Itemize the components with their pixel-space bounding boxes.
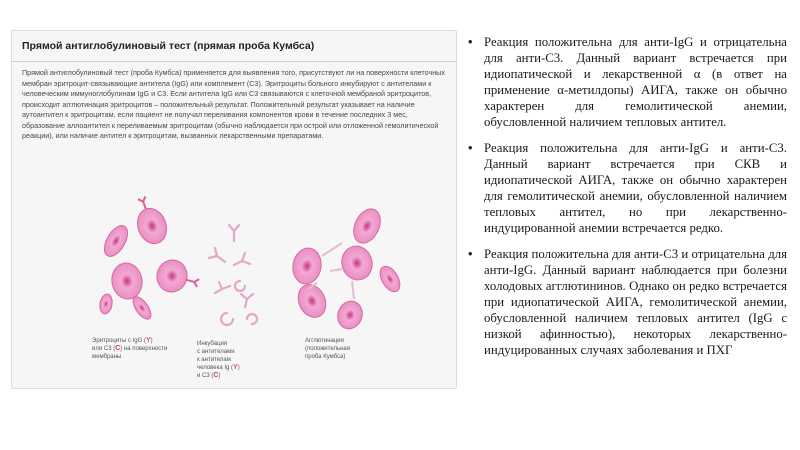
complement-c-icon: C <box>115 345 121 352</box>
complement-c-icon: C <box>213 372 219 379</box>
reaction-bullet-list <box>465 34 787 368</box>
panel-agglutination <box>290 205 404 333</box>
bullet-item: • Реакция положительна для анти-IgG и отрицательна для анти-С3. Данный вариант встречается при идиопатической и лекарственной α (в ответ на применение α-метилдопы) АИГА, также он обычно характерен для гемолитической анемии, обусловленной наличием тепловых антител. <box>465 34 787 130</box>
bullet-item: • Реакция положительна для анти-С3 и отрицательна для анти-IgG. Данный вариант наблюдается при болезни холодовых агглютининов. Однако он редко встречается при идиопатической АИГА, гемолитической анемии, обусловленной наличием тепловых антител (IgG с низкой афинностью), некоторых лекарственно-индуцированных случаях заболевания и ПХГ <box>465 246 787 358</box>
antibody-y-icon: Y <box>145 337 151 344</box>
card-title: Прямой антиглобулиновый тест (прямая проба Кумбса) <box>22 40 315 52</box>
caption-sensitized: Эритроциты с IgG (Y) или С3 (C) на поверхности мембраны <box>92 337 168 360</box>
bullet-item: • Реакция положительна для анти-IgG и анти-С3. Данный вариант встречается при СКВ и идиопатической АИГА, также он обычно характерен для гемолитической анемии, обусловленной наличием тепловых антител, но при лекарственно-индуцированной анемии встречается редко. <box>465 140 787 236</box>
card-description: Прямой антиглобулиновый тест (проба Кумбса) применяется для выявления того, присутствуют ли на поверхности клеточных мембран эритроцит-связывающие антитела (IgG) или комплемент (С3). Эритроциты больного инкубируют с антителами к человеческим иммуноглобулинам IgG и С3. Если антитела IgG или С3 связываются с клеточной мембраной эритроцитов, происходит агглютинация эритроцитов – положительный результат. Положительный результат указывает на наличие аутоантител к эритроцитам, если пациент не получал переливания компонентов крови в течение последних 3 мес, образование аллоантител к переливаемым эритроцитам (обычно наблюдается при острой или отложенной гемолитической реакции), или наличие антител к эритроцитам, вызванных лекарственными препаратами. <box>22 68 445 140</box>
panel-antibodies <box>209 225 257 325</box>
antibody-y-icon: Y <box>233 364 238 371</box>
coombs-illustration <box>12 31 457 389</box>
coombs-test-card <box>11 30 457 389</box>
caption-agglutination: Агглютинация (положительная проба Кумбса) <box>305 338 350 360</box>
panel-sensitized-erythrocytes <box>98 193 202 322</box>
caption-incubation: Инкубация с антителами к антителам человека Ig (Y) и С3 (C) <box>197 341 240 379</box>
